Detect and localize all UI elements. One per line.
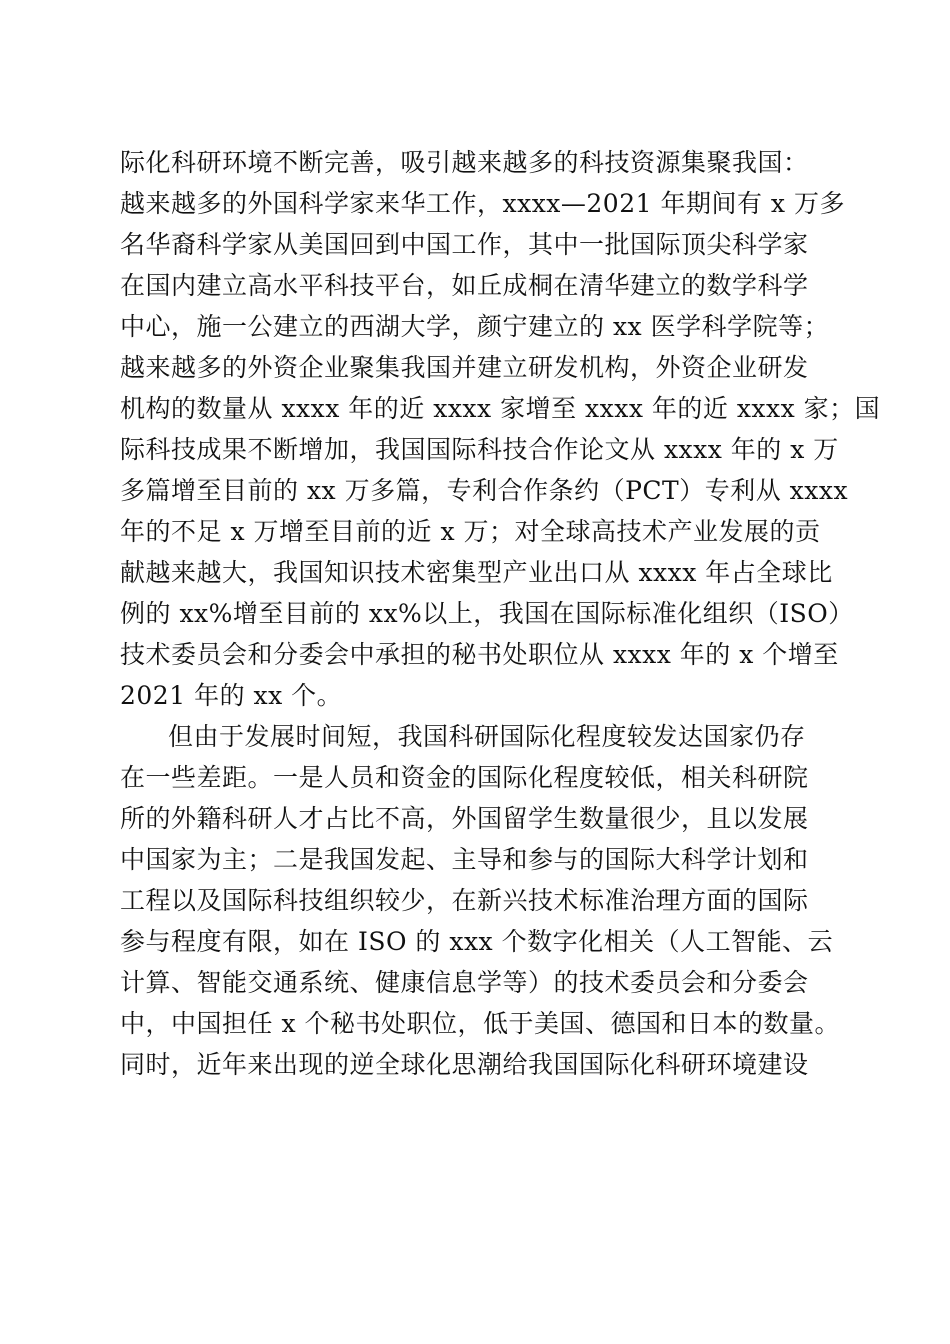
text-line: 在一些差距。一是人员和资金的国际化程度较低，相关科研院: [120, 763, 809, 792]
text-line: 技术委员会和分委会中承担的秘书处职位从 xxxx 年的 x 个增至: [120, 640, 839, 669]
text-line-first: 但由于发展时间短，我国科研国际化程度较发达国家仍存: [168, 722, 806, 751]
text-line: 同时，近年来出现的逆全球化思潮给我国国际化科研环境建设: [120, 1050, 809, 1079]
text-line: 名华裔科学家从美国回到中国工作，其中一批国际顶尖科学家: [120, 230, 809, 259]
text-line: 所的外籍科研人才占比不高，外国留学生数量很少，且以发展: [120, 804, 809, 833]
text-line: 多篇增至目前的 xx 万多篇，专利合作条约（PCT）专利从 xxxx: [120, 476, 849, 505]
text-line: 例的 xx%增至目前的 xx%以上，我国在国际标准化组织（ISO）: [120, 599, 854, 628]
text-line: 际科技成果不断增加，我国国际科技合作论文从 xxxx 年的 x 万: [120, 435, 839, 464]
text-line: 中心，施一公建立的西湖大学，颜宁建立的 xx 医学科学院等；: [120, 312, 830, 341]
text-line: 机构的数量从 xxxx 年的近 xxxx 家增至 xxxx 年的近 xxxx 家；国: [120, 394, 881, 423]
text-line: 工程以及国际科技组织较少，在新兴技术标准治理方面的国际: [120, 886, 809, 915]
text-line: 中国家为主；二是我国发起、主导和参与的国际大科学计划和: [120, 845, 809, 874]
text-line: 际化科研环境不断完善，吸引越来越多的科技资源集聚我国：: [120, 148, 809, 177]
paragraph-2: [120, 716, 860, 1085]
text-line: 参与程度有限，如在 ISO 的 xxx 个数字化相关（人工智能、云: [120, 927, 834, 956]
text-line: 越来越多的外国科学家来华工作，xxxx—2021 年期间有 x 万多: [120, 189, 845, 218]
text-line: 计算、智能交通系统、健康信息学等）的技术委员会和分委会: [120, 968, 809, 997]
document-body: [120, 142, 881, 1085]
paragraph-1: [120, 142, 881, 716]
text-line: 献越来越大，我国知识技术密集型产业出口从 xxxx 年占全球比: [120, 558, 833, 587]
text-line: 2021 年的 xx 个。: [120, 681, 343, 710]
text-line: 年的不足 x 万增至目前的近 x 万；对全球高技术产业发展的贡: [120, 517, 821, 546]
text-line: 越来越多的外资企业聚集我国并建立研发机构，外资企业研发: [120, 353, 809, 382]
text-line: 在国内建立高水平科技平台，如丘成桐在清华建立的数学科学: [120, 271, 809, 300]
text-line: 中，中国担任 x 个秘书处职位，低于美国、德国和日本的数量。: [120, 1009, 840, 1038]
